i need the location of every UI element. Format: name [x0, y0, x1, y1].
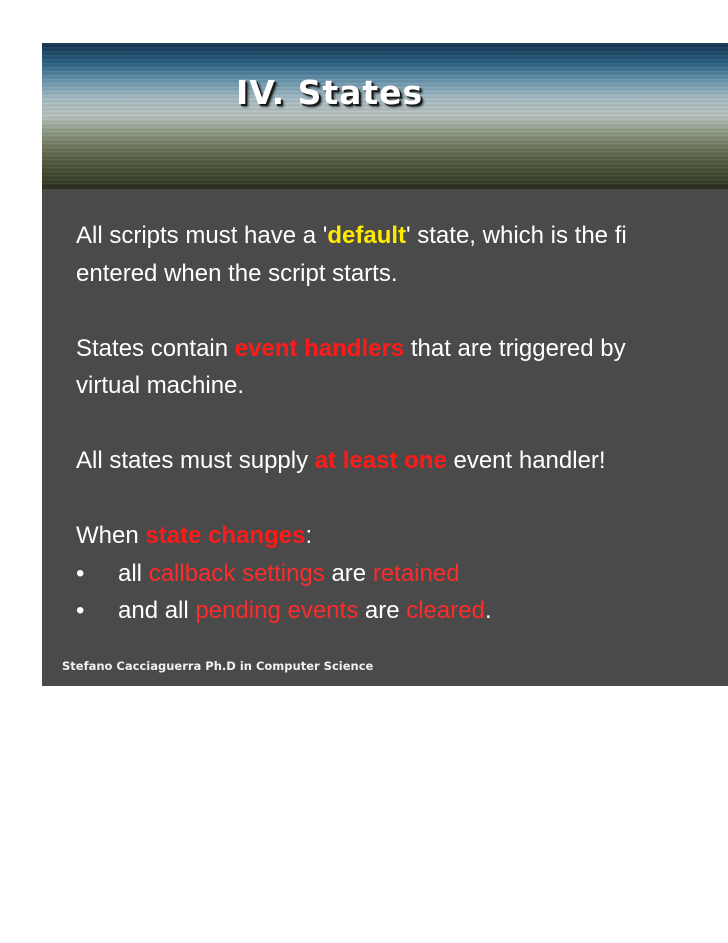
- bullet-mark: •: [76, 559, 85, 587]
- keyword-at-least-one: at least one: [314, 447, 447, 474]
- slide-header-banner: [42, 43, 728, 189]
- bullet-item: [76, 555, 728, 593]
- slide-body: [76, 217, 728, 630]
- keyword-event-handlers: event handlers: [234, 334, 405, 362]
- spacer: [76, 292, 728, 330]
- slide-title: IV. States: [236, 73, 424, 112]
- text-span: :: [305, 522, 313, 549]
- text-span: are: [324, 559, 373, 587]
- bullet-mark: •: [76, 597, 85, 624]
- keyword-state-changes: state changes: [145, 522, 306, 549]
- paragraph-event-handlers: [76, 330, 728, 405]
- keyword-callback-settings: callback settings: [148, 559, 325, 587]
- text-span: entered when the script starts.: [76, 259, 398, 287]
- paragraph-at-least-one: [76, 442, 728, 480]
- text-span: All scripts must have a ': [76, 222, 328, 249]
- text-span: All states must supply: [76, 447, 315, 474]
- keyword-retained: retained: [372, 559, 460, 587]
- slide-footer-author: Stefano Cacciaguerra Ph.D in Computer Science: [62, 659, 374, 673]
- text-span: event handler!: [446, 447, 606, 474]
- text-span: are: [358, 597, 407, 624]
- text-span: States contain: [76, 334, 235, 362]
- text-span: and all: [118, 597, 196, 624]
- text-span: that are triggered by: [404, 334, 626, 362]
- text-span: ' state, which is the fi: [406, 222, 627, 249]
- text-span: virtual machine.: [76, 372, 245, 399]
- text-span: When: [76, 522, 146, 549]
- paragraph-state-changes: [76, 517, 728, 555]
- slide: [42, 43, 728, 686]
- keyword-pending-events: pending events: [195, 597, 359, 624]
- spacer: [76, 405, 728, 443]
- bullet-item: [76, 592, 728, 630]
- keyword-default: default: [327, 222, 407, 249]
- paragraph-default-state: [76, 217, 728, 292]
- text-span: .: [484, 597, 492, 624]
- spacer: [76, 480, 728, 518]
- text-span: all: [118, 559, 149, 587]
- keyword-cleared: cleared: [406, 597, 485, 624]
